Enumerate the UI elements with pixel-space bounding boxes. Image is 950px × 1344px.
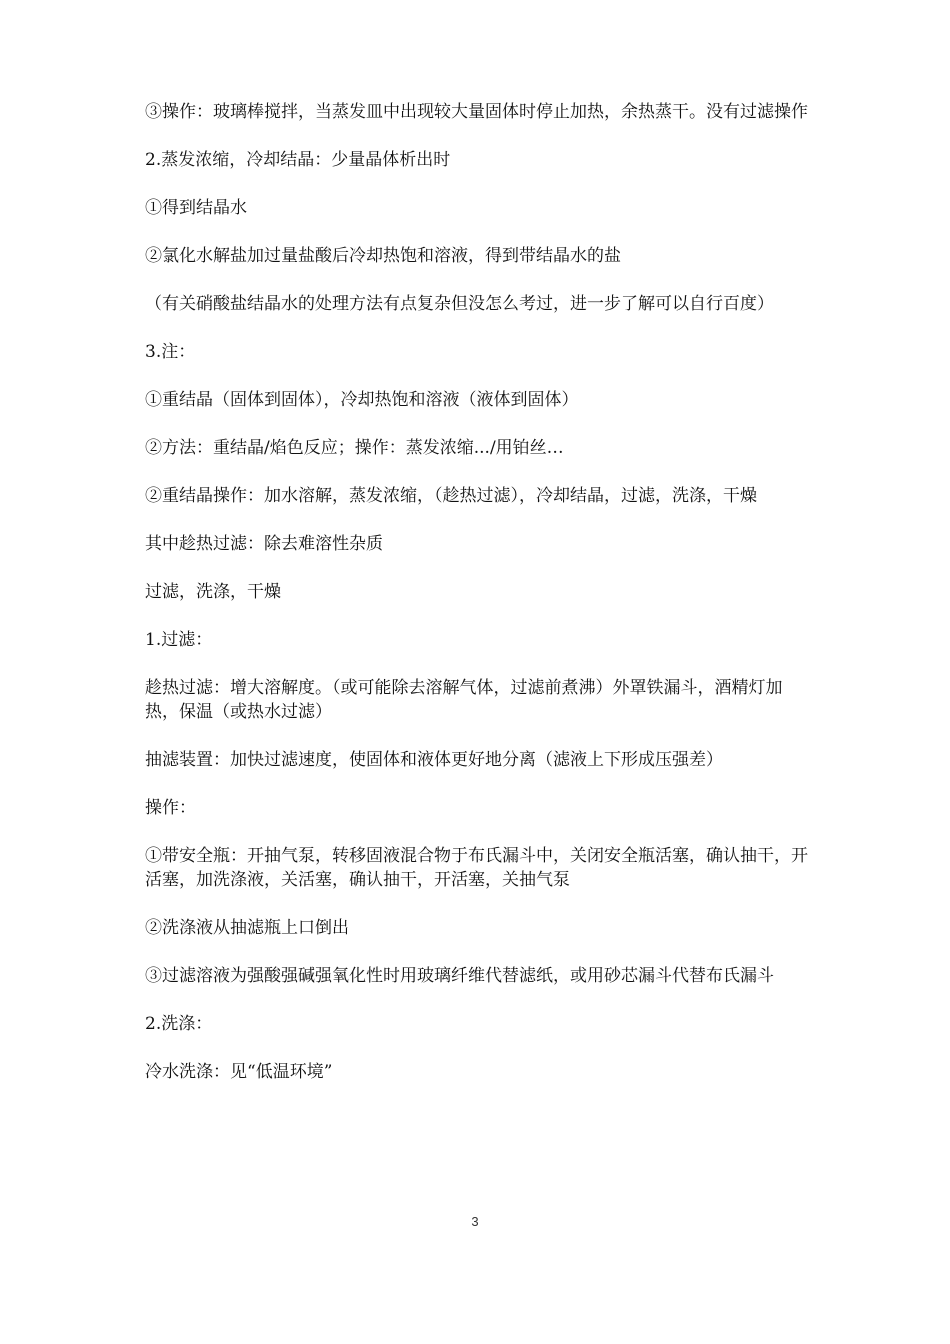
- heading-washing: 2.洗涤：: [145, 1014, 213, 1034]
- paragraph-suction-filtration: 抽滤装置：加快过滤速度，使固体和液体更好地分离（滤液上下形成压强差）: [145, 750, 723, 770]
- paragraph-safety-bottle: ①带安全瓶：开抽气泵，转移固液混合物于布氏漏斗中，关闭安全瓶活塞，确认抽干，开活塞，加洗涤液，关活塞，确认抽干，开活塞，关抽气泵: [145, 846, 808, 890]
- paragraph-method: ②方法：重结晶/焰色反应；操作：蒸发浓缩.../用铂丝…: [145, 438, 564, 458]
- paragraph-glass-fiber: ③过滤溶液为强酸强碱强氧化性时用玻璃纤维代替滤纸，或用砂芯漏斗代替布氏漏斗: [145, 966, 774, 986]
- paragraph-recrystallization: ①重结晶（固体到固体），冷却热饱和溶液（液体到固体）: [145, 390, 579, 410]
- paragraph-hot-filtration-detail: 趁热过滤：增大溶解度。（或可能除去溶解气体，过滤前煮沸）外罩铁漏斗，酒精灯加热，保温（或热水过滤）: [145, 678, 783, 722]
- paragraph-evaporation-operation: ③操作：玻璃棒搅拌，当蒸发皿中出现较大量固体时停止加热，余热蒸干。没有过滤操作: [145, 102, 808, 122]
- heading-filtration: 1.过滤：: [145, 630, 213, 650]
- paragraph-washing-liquid: ②洗涤液从抽滤瓶上口倒出: [145, 918, 349, 938]
- document-body: [145, 100, 810, 1108]
- paragraph-recrystallization-operation: ②重结晶操作：加水溶解，蒸发浓缩，（趁热过滤），冷却结晶，过滤，洗涤，干燥: [145, 486, 757, 506]
- paragraph-crystal-water: ①得到结晶水: [145, 198, 247, 218]
- paragraph-cold-water-washing: 冷水洗涤：见“低温环境”: [145, 1062, 333, 1082]
- heading-notes: 3.注：: [145, 342, 196, 362]
- page-number: 3: [471, 1214, 479, 1229]
- heading-filter-wash-dry: 过滤，洗涤，干燥: [145, 582, 281, 602]
- heading-operation: 操作：: [145, 798, 196, 818]
- paragraph-nitrate-note: （有关硝酸盐结晶水的处理方法有点复杂但没怎么考过，进一步了解可以自行百度）: [145, 294, 774, 314]
- heading-evaporation-crystallization: 2.蒸发浓缩，冷却结晶：少量晶体析出时: [145, 150, 451, 170]
- paragraph-chloride-hydrolysis: ②氯化水解盐加过量盐酸后冷却热饱和溶液，得到带结晶水的盐: [145, 246, 621, 266]
- paragraph-hot-filtration: 其中趁热过滤：除去难溶性杂质: [145, 534, 383, 554]
